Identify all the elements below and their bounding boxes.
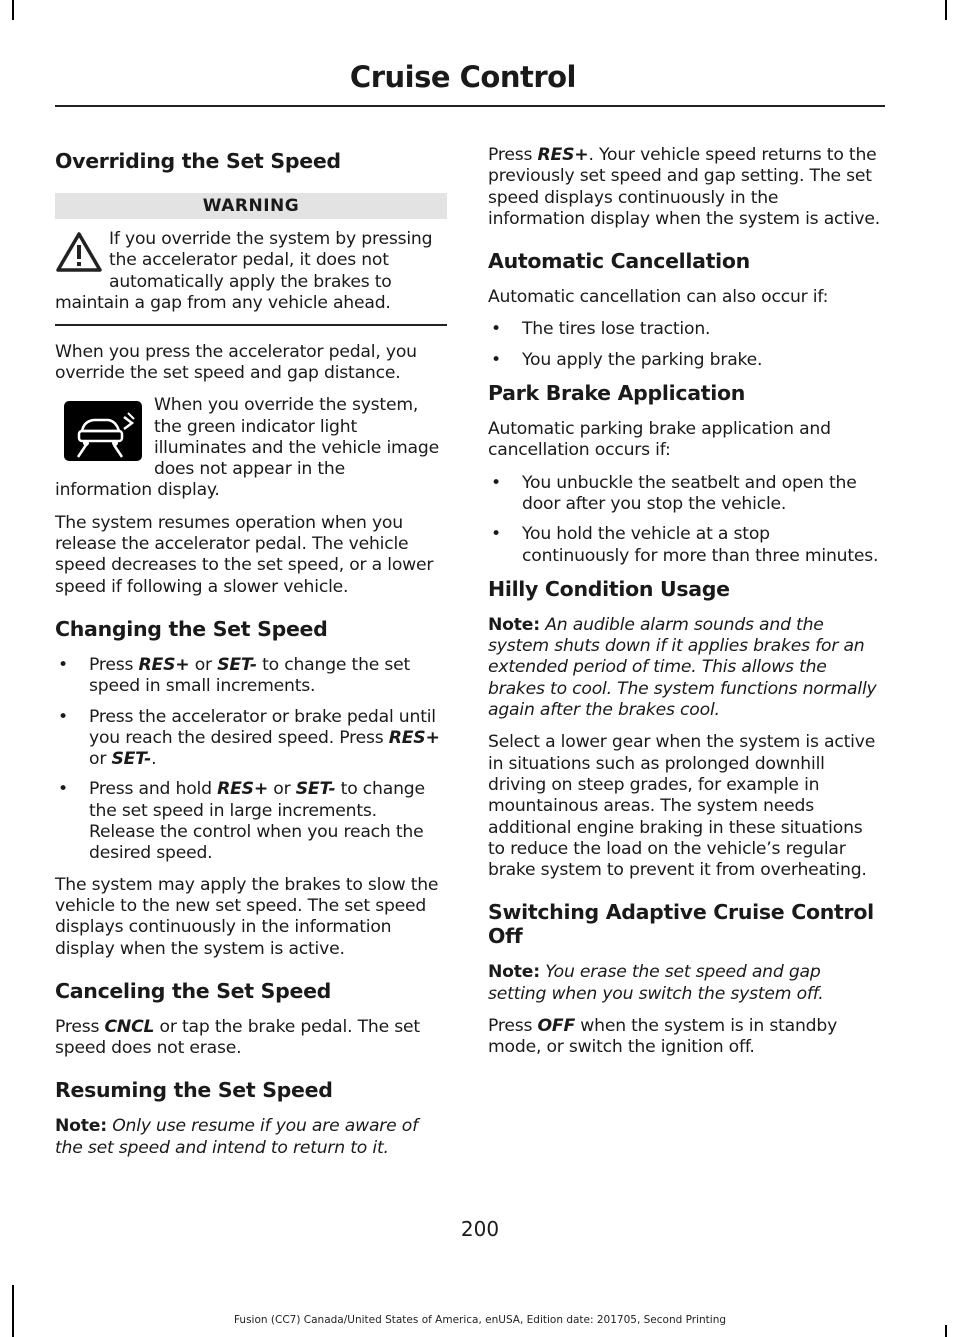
heading-changing: Changing the Set Speed bbox=[55, 616, 328, 641]
list-item: • Press and hold RES+ or SET- to change the set speed in large increments. Release the control when you reach the desired speed. bbox=[58, 779, 425, 864]
heading-automatic-cancellation: Automatic Cancellation bbox=[488, 249, 750, 274]
page-title: Cruise Control bbox=[349, 60, 576, 94]
changing-list bbox=[55, 655, 447, 865]
list-item: • You hold the vehicle at a stop continuously for more than three minutes. bbox=[491, 524, 879, 566]
list-item: • You apply the parking brake. bbox=[491, 349, 763, 370]
footer: Fusion (CC7) Canada/United States of America, enUSA, Edition date: 201705, Second Printing bbox=[233, 1314, 727, 1326]
heading-park-brake: Park Brake Application bbox=[488, 381, 746, 406]
note: Note: An audible alarm sounds and the system shuts down if it applies brakes for an extended period of time. This allows the brakes to cool. The system functions normally again after the brakes cool. bbox=[488, 614, 877, 721]
paragraph: Press CNCL or tap the brake pedal. The set speed does not erase. bbox=[55, 1016, 420, 1059]
paragraph: The system resumes operation when you release the accelerator pedal. The vehicle speed decreases to the set speed, or a lower speed if following a slower vehicle. bbox=[55, 512, 434, 597]
note: Note: Only use resume if you are aware of the set speed and intend to return to it. bbox=[55, 1116, 418, 1158]
adaptive-cruise-indicator-icon bbox=[64, 401, 142, 461]
heading-switching-off: Switching Adaptive Cruise Control Off bbox=[488, 900, 874, 949]
crop-mark-bottom-left bbox=[12, 1285, 14, 1337]
crop-mark-bottom-right bbox=[945, 1325, 947, 1337]
warning-label: WARNING bbox=[55, 193, 447, 219]
heading-canceling: Canceling the Set Speed bbox=[55, 978, 332, 1003]
list-item: • Press RES+ or SET- to change the set speed in small increments. bbox=[58, 654, 411, 697]
warning-box bbox=[55, 229, 447, 314]
auto-list bbox=[488, 319, 880, 371]
page-number: 200 bbox=[460, 1217, 500, 1241]
paragraph: When you press the accelerator pedal, you override the set speed and gap distance. bbox=[55, 341, 417, 383]
paragraph: When you override the system, the green indicator light illuminates and the vehicle image does not appear in the information display. bbox=[55, 395, 439, 501]
note: Note: You erase the set speed and gap setting when you switch the system off. bbox=[488, 962, 824, 1004]
paragraph: Automatic cancellation can also occur if: bbox=[488, 287, 829, 308]
list-item: • You unbuckle the seatbelt and open the door after you stop the vehicle. bbox=[491, 472, 857, 514]
heading-resuming: Resuming the Set Speed bbox=[55, 1078, 333, 1103]
list-item: • The tires lose traction. bbox=[491, 319, 711, 340]
heading-hilly: Hilly Condition Usage bbox=[488, 576, 730, 601]
paragraph: Press RES+. Your vehicle speed returns to the previously set speed and gap setting. The set speed displays continuously in the information display when the system is active. bbox=[488, 145, 881, 229]
park-list bbox=[488, 473, 880, 567]
left-column bbox=[55, 145, 447, 1170]
warning-text: If you override the system by pressing the accelerator pedal, it does not automatically apply the brakes to maintain a gap from any vehicle ahead. bbox=[55, 229, 433, 313]
right-column bbox=[488, 145, 880, 1070]
paragraph: The system may apply the brakes to slow the vehicle to the new set speed. The set speed displays continuously in the information display when the system is active. bbox=[55, 874, 439, 959]
paragraph: Press OFF when the system is in standby mode, or switch the ignition off. bbox=[488, 1016, 838, 1058]
warning-triangle-icon bbox=[55, 229, 103, 275]
paragraph: Automatic parking brake application and cancellation occurs if: bbox=[488, 419, 831, 461]
header-divider bbox=[55, 105, 885, 107]
warning-divider bbox=[55, 324, 447, 326]
crop-mark-top-right bbox=[945, 0, 947, 20]
list-item: • Press the accelerator or brake pedal until you reach the desired speed. Press RES+ or SET-. bbox=[58, 706, 440, 770]
paragraph: Select a lower gear when the system is active in situations such as prolonged downhill driving on steep grades, for example in mountainous areas. The system needs additional engine braking in these situations to reduce the load on the vehicle’s regular brake system to prevent it from overheating. bbox=[488, 732, 876, 881]
crop-mark-top-left bbox=[12, 0, 14, 20]
heading-overriding: Overriding the Set Speed bbox=[55, 149, 341, 173]
